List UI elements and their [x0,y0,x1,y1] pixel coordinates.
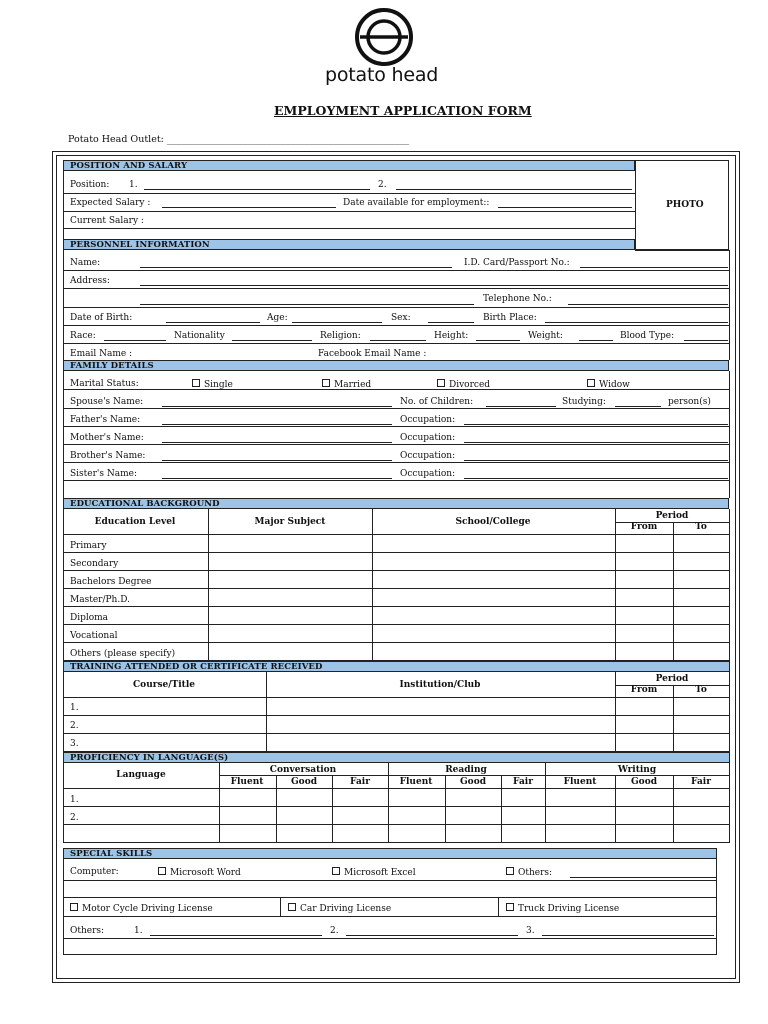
father-label: Father's Name: [70,415,141,425]
mother-occupation-input[interactable] [464,442,728,443]
conversation-fluent-header: Fluent [230,777,264,787]
table-row: Primary [70,541,107,551]
others-label: Others: [70,926,105,936]
name-input[interactable] [140,267,452,268]
religion-input[interactable] [370,340,426,341]
course-title-header: Course/Title [133,680,195,690]
email-label: Email Name : [70,349,133,359]
potato-head-logo-icon [354,8,414,66]
education-from-header: From [630,522,658,532]
conversation-good-header: Good [291,777,317,787]
photo-box[interactable] [635,160,729,250]
father-input[interactable] [162,424,392,425]
dob-input[interactable] [166,322,260,323]
checkbox-icon [322,379,330,387]
date-available-input[interactable] [498,207,632,208]
children-input[interactable] [486,406,556,407]
truck-license-checkbox[interactable] [506,903,619,915]
car-license-checkbox[interactable] [288,903,391,915]
blood-type-input[interactable] [684,340,728,341]
checkbox-icon [192,379,200,387]
education-period-header: Period [655,511,689,521]
studying-input[interactable] [615,406,661,407]
nationality-input[interactable] [232,340,312,341]
height-label: Height: [434,331,469,341]
reading-fair-header: Fair [513,777,533,787]
table-row: 1. [70,703,79,713]
table-row: Others (please specify) [70,649,176,659]
position-2-input[interactable] [396,189,632,190]
motorcycle-license-checkbox[interactable] [70,903,213,915]
training-period-header: Period [655,674,689,684]
brother-label: Brother's Name: [70,451,146,461]
language-header: PROFICIENCY IN LANGUAGE(S) [63,752,730,763]
table-row: 2. [70,813,79,823]
id-card-input[interactable] [580,267,728,268]
marital-widow-checkbox[interactable] [587,379,630,391]
outlet-field[interactable]: Potato Head Outlet: ___________________________________________________ [68,134,410,145]
address-line-2-input[interactable] [140,304,474,305]
word-label: Microsoft Word [170,868,241,878]
facebook-label: Facebook Email Name : [318,349,427,359]
computer-label: Computer: [70,867,119,877]
writing-header: Writing [617,765,657,775]
nationality-label: Nationality [174,331,225,341]
marital-divorced-checkbox[interactable] [437,379,490,391]
personnel-header: PERSONNEL INFORMATION [63,239,635,250]
weight-input[interactable] [579,340,613,341]
checkbox-icon [70,903,78,911]
position-2-label: 2. [378,180,387,190]
conversation-header: Conversation [269,765,337,775]
sex-input[interactable] [428,322,474,323]
others-checkbox[interactable] [506,867,552,879]
divorced-label: Divorced [449,380,491,390]
checkbox-icon [506,903,514,911]
dob-label: Date of Birth: [70,313,133,323]
spouse-label: Spouse's Name: [70,397,144,407]
current-salary-label: Current Salary : [70,216,144,226]
checkbox-icon [437,379,445,387]
telephone-input[interactable] [568,304,728,305]
education-to-header: To [695,522,707,532]
single-label: Single [204,380,233,390]
brother-occupation-label: Occupation: [400,451,456,461]
name-label: Name: [70,258,101,268]
checkbox-icon [332,867,340,875]
reading-good-header: Good [460,777,486,787]
training-to-header: To [695,685,707,695]
date-available-label: Date available for employment:: [343,198,490,208]
checkbox-icon [288,903,296,911]
sister-occupation-input[interactable] [464,478,728,479]
position-1-input[interactable] [144,189,370,190]
training-from-header: From [630,685,658,695]
table-row: Diploma [70,613,109,623]
sister-occupation-label: Occupation: [400,469,456,479]
persons-label: person(s) [668,397,711,407]
telephone-label: Telephone No.: [483,294,552,304]
writing-good-header: Good [631,777,657,787]
position-label: Position: [70,180,110,190]
spouse-input[interactable] [162,406,392,407]
studying-label: Studying: [562,397,606,407]
writing-fair-header: Fair [691,777,711,787]
marital-married-checkbox[interactable] [322,379,371,391]
position-1-label: 1. [129,180,138,190]
table-row: Bachelors Degree [70,577,152,587]
position-salary-header: POSITION AND SALARY [63,160,635,171]
weight-label: Weight: [528,331,563,341]
checkbox-icon [158,867,166,875]
marital-status-label: Marital Status: [70,379,139,389]
others-3-input[interactable] [542,935,714,936]
checkbox-icon [587,379,595,387]
education-header: EDUCATIONAL BACKGROUND [63,498,729,509]
family-header: FAMILY DETAILS [63,360,729,371]
major-subject-header: Major Subject [254,517,326,527]
excel-label: Microsoft Excel [344,868,416,878]
mother-occupation-label: Occupation: [400,433,456,443]
language-col-header: Language [116,770,166,780]
skills-header: SPECIAL SKILLS [63,848,717,859]
mother-label: Mother's Name: [70,433,144,443]
table-row: Vocational [70,631,118,641]
training-header: TRAINING ATTENDED OR CERTIFICATE RECEIVED [63,661,730,672]
id-card-label: I.D. Card/Passport No.: [464,258,570,268]
others-1-input[interactable] [150,935,322,936]
address-input[interactable] [140,285,728,286]
reading-fluent-header: Fluent [399,777,433,787]
birth-place-input[interactable] [545,322,728,323]
height-input[interactable] [476,340,520,341]
microsoft-excel-checkbox[interactable] [332,867,416,879]
expected-salary-input[interactable] [162,207,336,208]
truck-label: Truck Driving License [518,904,620,914]
others-1-label: 1. [134,926,143,936]
brother-input[interactable] [162,460,392,461]
others-2-label: 2. [330,926,339,936]
table-row: 2. [70,721,79,731]
form-title: EMPLOYMENT APPLICATION FORM [274,103,532,118]
address-label: Address: [70,276,110,286]
school-college-header: School/College [455,517,531,527]
table-row: 3. [70,739,79,749]
motorcycle-label: Motor Cycle Driving License [82,904,213,914]
birth-place-label: Birth Place: [483,313,537,323]
married-label: Married [334,380,372,390]
father-occupation-input[interactable] [464,424,728,425]
widow-label: Widow [599,380,630,390]
children-label: No. of Children: [400,397,474,407]
others-3-label: 3. [526,926,535,936]
photo-label: PHOTO [666,200,704,210]
conversation-fair-header: Fair [350,777,370,787]
writing-fluent-header: Fluent [563,777,597,787]
table-row: 1. [70,795,79,805]
checkbox-icon [506,867,514,875]
expected-salary-label: Expected Salary : [70,198,151,208]
brand-name: potato head [325,64,439,86]
table-row: Secondary [70,559,119,569]
age-input[interactable] [292,322,382,323]
others-computer-input[interactable] [570,877,716,878]
car-label: Car Driving License [300,904,392,914]
others-cb-label: Others: [518,868,553,878]
race-input[interactable] [104,340,166,341]
race-label: Race: [70,331,96,341]
sister-input[interactable] [162,478,392,479]
religion-label: Religion: [320,331,361,341]
brother-occupation-input[interactable] [464,460,728,461]
age-label: Age: [267,313,288,323]
sex-label: Sex: [391,313,411,323]
father-occupation-label: Occupation: [400,415,456,425]
reading-header: Reading [445,765,487,775]
institution-header: Institution/Club [399,680,481,690]
microsoft-word-checkbox[interactable] [158,867,241,879]
blood-type-label: Blood Type: [620,331,675,341]
marital-single-checkbox[interactable] [192,379,233,391]
sister-label: Sister's Name: [70,469,137,479]
table-row: Master/Ph.D. [70,595,130,605]
mother-input[interactable] [162,442,392,443]
others-2-input[interactable] [346,935,518,936]
education-level-header: Education Level [94,517,176,527]
